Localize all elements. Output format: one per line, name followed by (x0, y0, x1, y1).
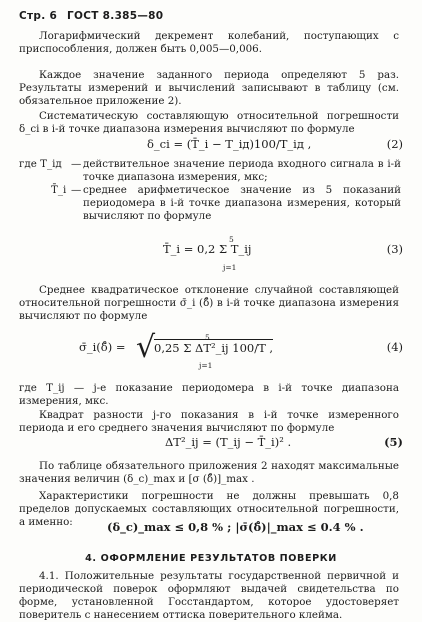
formula-4-number: (4) (386, 340, 403, 354)
formula-4-radicand: 0,25 Σ ΔT²_ij 100/T , (154, 341, 274, 355)
paragraph-measurements: Каждое значение заданного периода определяют 5 раз. Результаты измерений и вычислений записывают в таблицу (см. обязательное приложение 2). (19, 69, 399, 107)
paragraph-limits: Характеристики погрешности не должны превышать 0,8 пределов допускаемых составляющих относительной погрешности, а именно: (19, 490, 399, 528)
formula-3 (19, 235, 403, 271)
formula-2-body: δ_ci = (T̄_i − T_iд)100/T_iд , (147, 137, 312, 151)
formula-3-sum-lower: j=1 (223, 263, 237, 272)
formula-limits-body: (δ_c)_max ≤ 0,8 % ; |σ̄(δ̊)|_max ≤ 0.4 % . (107, 520, 364, 534)
formula-4-lhs: σ̄_i(δ̊) = (79, 340, 126, 354)
formula-3-sum-upper: 5 (229, 235, 234, 244)
paragraph-systematic-error: Систематическую составляющую относительной погрешности δ_ci в i-й точке диапазона измерения вычисляют по формуле (19, 110, 399, 135)
definition-text: действительное значение периода входного сигнала в i-й точке диапазона измерения, мкс; (83, 158, 401, 183)
paragraph-tij-definition: где T_ij — j-е показание периодомера в i-й точке диапазона измерения, мкс. (19, 382, 399, 407)
definition-term: где T_iд (19, 158, 62, 170)
formula-2 (19, 138, 403, 156)
definition-term: T̄_i (51, 184, 67, 196)
formula-4 (19, 331, 403, 371)
sqrt-symbol: √ (136, 330, 156, 365)
paragraph-std-deviation: Среднее квадратическое отклонение случайной составляющей относительной погрешности σ̄_i (δ̊) в i-й точке диапазона измерения вычисляют по формуле (19, 284, 399, 322)
formula-3-body: T̄_i = 0,2 Σ T_ij (163, 242, 252, 256)
formula-3-number: (3) (386, 242, 403, 256)
formula-5-body: ΔT²_ij = (T_ij − T̄_i)² . (165, 435, 292, 449)
page-number: Стр. 6 (19, 10, 58, 22)
definition-t-mean (19, 184, 403, 226)
definition-t-id (19, 158, 403, 186)
formula-limits (19, 521, 403, 539)
paragraph-squared-difference: Квадрат разности j-го показания в i-й точке измеренного периода и его среднего значения вычисляют по формуле (19, 409, 399, 434)
formula-4-sum-upper: 5 (205, 333, 210, 342)
definition-dash: — (71, 184, 82, 196)
paragraph-decrement: Логарифмический декремент колебаний, поступающих с приспособления, должен быть 0,005—0,006. (19, 30, 399, 55)
formula-5-number: (5) (384, 435, 403, 449)
section-heading: 4. ОФОРМЛЕНИЕ РЕЗУЛЬТАТОВ ПОВЕРКИ (85, 553, 337, 564)
paragraph-4-1: 4.1. Положительные результаты государственной первичной и периодической поверок оформляют выдачей свидетельства по форме, установленной Госстандартом, которое удостоверяет поверитель с нанесением оттиска поверительного клейма. (19, 570, 399, 621)
formula-4-sum-lower: j=1 (199, 361, 213, 370)
standard-code: ГОСТ 8.385—80 (67, 10, 164, 22)
definition-text: среднее арифметическое значение из 5 показаний периодомера в i-й точке диапазона измерения, который вычисляют по формуле (83, 184, 401, 222)
definition-dash: — (71, 158, 82, 170)
page-header (19, 10, 163, 23)
formula-2-number: (2) (386, 137, 403, 151)
paragraph-max-values: По таблице обязательного приложения 2 находят максимальные значения величин (δ_c)_max и [σ (δ̊)]_max . (19, 460, 399, 485)
formula-5 (19, 436, 403, 454)
